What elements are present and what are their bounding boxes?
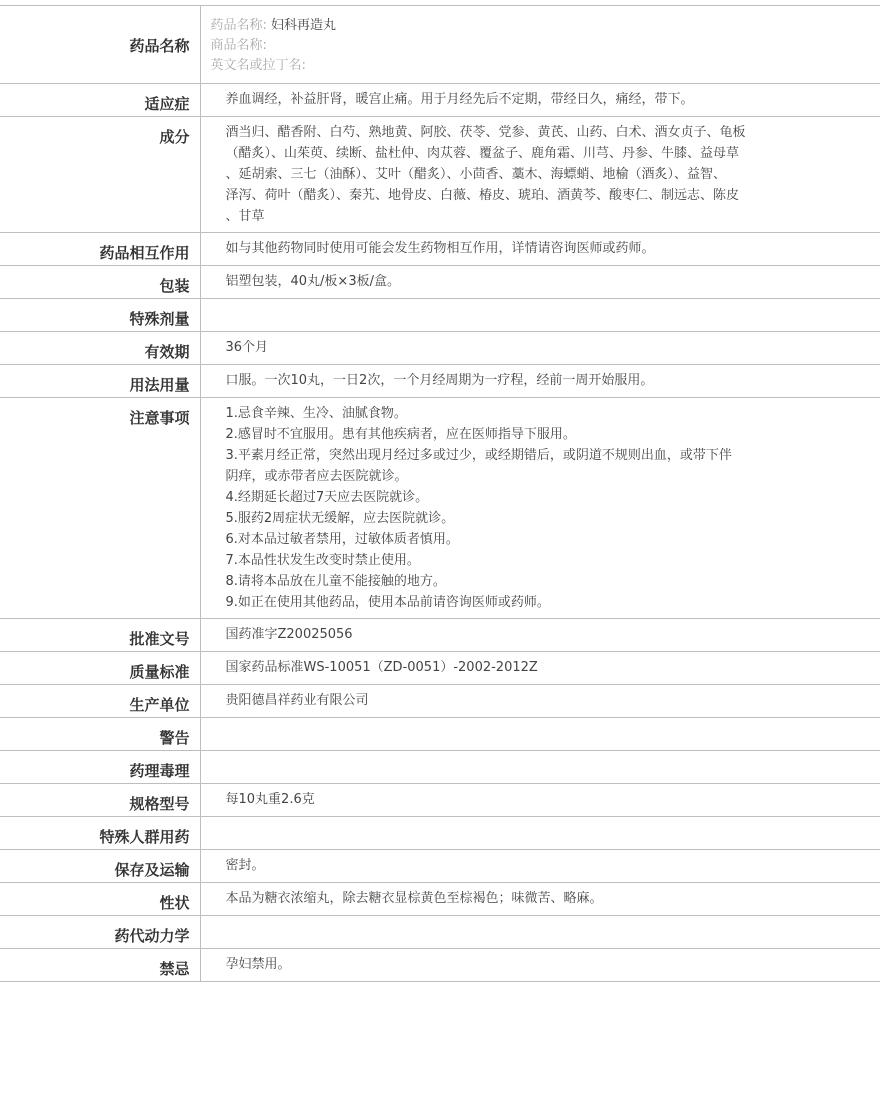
row-toxicology <box>0 751 880 784</box>
row-label: 包装 <box>0 266 200 299</box>
ingredients-line: 、甘草 <box>225 209 265 224</box>
drug-info-sheet <box>0 5 880 982</box>
row-label: 药品相互作用 <box>0 233 200 266</box>
row-usage <box>0 365 880 398</box>
row-drug-name <box>0 6 880 84</box>
caution-line: 7.本品性状发生改变时禁止使用。 <box>225 553 420 568</box>
caution-line: 4.经期延长超过7天应去医院就诊。 <box>225 490 429 505</box>
caution-line: 9.如正在使用其他药品，使用本品前请咨询医师或药师。 <box>225 595 550 610</box>
row-package <box>0 266 880 299</box>
row-value: 每10丸重2.6克 <box>200 784 880 817</box>
caution-line: 8.请将本品放在儿童不能接触的地方。 <box>225 574 446 589</box>
row-value: 密封。 <box>200 850 880 883</box>
ingredients-line: （醋炙）、山茱萸、续断、盐杜仲、肉苁蓉、覆盆子、鹿角霜、川芎、丹参、牛膝、益母草 <box>225 146 740 161</box>
ingredients-line: 、延胡索、三七（油酥）、艾叶（醋炙）、小茴香、藁木、海螵蛸、地榆（酒炙）、益智、 <box>225 167 727 182</box>
english-name-key: 英文名或拉丁名: <box>210 58 306 73</box>
english-name-line <box>211 56 871 76</box>
row-value: 36个月 <box>200 332 880 365</box>
row-label: 禁忌 <box>0 949 200 982</box>
row-label: 用法用量 <box>0 365 200 398</box>
row-storage <box>0 850 880 883</box>
trade-name-line <box>211 36 871 56</box>
ingredients-line: 酒当归、醋香附、白芍、熟地黄、阿胶、茯苓、党参、黄芪、山药、白术、酒女贞子、龟板 <box>225 125 746 140</box>
row-caution <box>0 398 880 619</box>
ingredients-line: 泽泻、荷叶（醋炙）、秦艽、地骨皮、白薇、椿皮、琥珀、酒黄芩、酸枣仁、制远志、陈皮 <box>225 188 740 203</box>
row-label: 保存及运输 <box>0 850 200 883</box>
caution-line: 1.忌食辛辣、生冷、油腻食物。 <box>225 406 407 421</box>
row-label: 成分 <box>0 117 200 233</box>
row-value <box>200 916 880 949</box>
row-label: 特殊人群用药 <box>0 817 200 850</box>
row-label: 性状 <box>0 883 200 916</box>
name-block <box>200 6 880 84</box>
drug-info-table <box>0 5 880 982</box>
row-value: 如与其他药物同时使用可能会发生药物相互作用，详情请咨询医师或药师。 <box>200 233 880 266</box>
caution-line: 2.感冒时不宜服用。患有其他疾病者，应在医师指导下服用。 <box>225 427 576 442</box>
row-label: 批准文号 <box>0 619 200 652</box>
row-properties <box>0 883 880 916</box>
row-value <box>200 299 880 332</box>
row-value: 养血调经，补益肝肾，暖宫止痛。用于月经先后不定期，带经日久，痛经，带下。 <box>200 84 880 117</box>
row-label: 警告 <box>0 718 200 751</box>
caution-line: 6.对本品过敏者禁用，过敏体质者慎用。 <box>225 532 459 547</box>
caution-line: 3.平素月经正常，突然出现月经过多或过少，或经期错后，或阴道不规则出血，或带下伴 <box>225 448 732 463</box>
row-pharmacokinetics <box>0 916 880 949</box>
row-label: 药代动力学 <box>0 916 200 949</box>
row-special-dose <box>0 299 880 332</box>
row-standard <box>0 652 880 685</box>
row-contraindication <box>0 949 880 982</box>
row-label: 质量标准 <box>0 652 200 685</box>
row-manufacturer <box>0 685 880 718</box>
row-label: 有效期 <box>0 332 200 365</box>
row-value: 本品为糖衣浓缩丸，除去糖衣显棕黄色至棕褐色；味微苦、略麻。 <box>200 883 880 916</box>
trade-name-key: 商品名称: <box>210 38 267 53</box>
row-value <box>200 817 880 850</box>
row-label: 药理毒理 <box>0 751 200 784</box>
row-label: 注意事项 <box>0 398 200 619</box>
row-value <box>200 751 880 784</box>
row-value: 铝塑包装，40丸/板×3板/盒。 <box>200 266 880 299</box>
row-label: 规格型号 <box>0 784 200 817</box>
row-value: 国药准字Z20025056 <box>200 619 880 652</box>
row-interaction <box>0 233 880 266</box>
row-spec <box>0 784 880 817</box>
row-value: 孕妇禁用。 <box>200 949 880 982</box>
row-value: 贵阳德昌祥药业有限公司 <box>200 685 880 718</box>
caution-list <box>200 398 880 619</box>
row-value: 国家药品标准WS-10051（ZD-0051）-2002-2012Z <box>200 652 880 685</box>
caution-line: 阴痒，或赤带者应去医院就诊。 <box>225 469 408 484</box>
drug-name-line <box>211 16 871 36</box>
caution-line: 5.服药2周症状无缓解，应去医院就诊。 <box>225 511 455 526</box>
row-validity <box>0 332 880 365</box>
row-approval <box>0 619 880 652</box>
row-label: 生产单位 <box>0 685 200 718</box>
ingredients-list <box>200 117 880 233</box>
drug-name-key: 药品名称: <box>210 18 267 33</box>
row-ingredients <box>0 117 880 233</box>
row-value: 口服。一次10丸，一日2次，一个月经周期为一疗程，经前一周开始服用。 <box>200 365 880 398</box>
row-label: 适应症 <box>0 84 200 117</box>
row-label: 药品名称 <box>0 6 200 84</box>
row-value <box>200 718 880 751</box>
row-warning <box>0 718 880 751</box>
drug-name-value: 妇科再造丸 <box>271 18 337 33</box>
row-label: 特殊剂量 <box>0 299 200 332</box>
row-indication <box>0 84 880 117</box>
row-special-population <box>0 817 880 850</box>
